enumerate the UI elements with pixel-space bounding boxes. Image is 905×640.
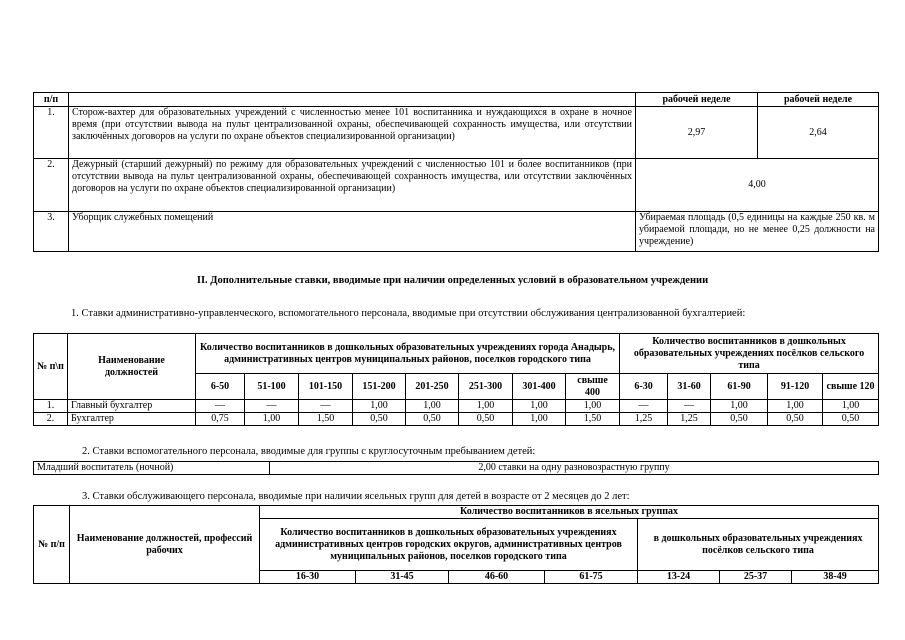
cell-value: 1,00 [513, 413, 566, 426]
col-header-range: 201-250 [406, 374, 459, 400]
row-number: 1. [34, 107, 69, 159]
col-header-range: 51-100 [245, 374, 299, 400]
row-merged-value: 4,00 [636, 159, 879, 212]
col-group-urban: Количество воспитанников в дошкольных образовательных учреждениях административных центров городских округов, административных центров муниципальных районов, поселков городского типа [260, 519, 638, 571]
col-header-empty [69, 93, 636, 107]
nursery-staff-table [33, 505, 879, 584]
cell-value: 1,00 [245, 413, 299, 426]
col-header-range: 251-300 [459, 374, 513, 400]
cell-value: — [196, 400, 245, 413]
col-header-range: свыше 120 [823, 374, 879, 400]
night-staff-table [33, 461, 879, 475]
cell-value: 0,50 [459, 413, 513, 426]
col-header-range: 6-50 [196, 374, 245, 400]
col-header-range: 25-37 [720, 571, 792, 584]
row-position-name: Главный бухгалтер [68, 400, 196, 413]
row-number: 2. [34, 159, 69, 212]
position-name: Младший воспитатель (ночной) [34, 462, 270, 475]
col-group-urban: Количество воспитанников в дошкольных образовательных учреждениях города Анадырь, административных центров муниципальных районов, поселков городского типа [196, 334, 620, 374]
section-title: II. Дополнительные ставки, вводимые при наличии определенных условий в образовательном учреждении [196, 275, 709, 286]
cell-value: 0,50 [823, 413, 879, 426]
col-header-range: 61-90 [711, 374, 768, 400]
col-header-range: 13-24 [638, 571, 720, 584]
paragraph-3: 3. Ставки обслуживающего персонала, вводимые при наличии ясельных групп для детей в возрасте от 2 месяцев до 2 лет: [82, 491, 630, 502]
col-header-range: 301-400 [513, 374, 566, 400]
cell-value: — [299, 400, 353, 413]
row-position-name: Бухгалтер [68, 413, 196, 426]
cell-value: 1,00 [513, 400, 566, 413]
row-number: 2. [34, 413, 68, 426]
row-position-name: Сторож-вахтер для образовательных учреждений с численностью менее 101 воспитанника и нуждающихся в охране в ночное время (при отсутствии вывода на пульт централизованной охраны, обеспечивающей сохранность имущества, или отсутствии заключённых договоров на услуги по охране объектов специализированной организации) [69, 107, 636, 159]
cell-value: 1,00 [459, 400, 513, 413]
paragraph-2: 2. Ставки вспомогательного персонала, вводимые для группы с круглосуточным пребыванием детей: [82, 446, 536, 457]
paragraph-1: 1. Ставки административно-управленческого, вспомогательного персонала, вводимые при отсутствии обслуживания централизованной бухгалтерией: [71, 308, 746, 319]
cell-value: 1,00 [823, 400, 879, 413]
col-header-position: Наименование должностей, профессий рабочих [70, 506, 260, 584]
col-header-range: 61-75 [545, 571, 638, 584]
cell-value: 0,75 [196, 413, 245, 426]
accounting-staff-table [33, 333, 879, 426]
col-header-range: 16-30 [260, 571, 356, 584]
col-header-range: свыше 400 [566, 374, 620, 400]
cell-value: — [245, 400, 299, 413]
col-header-number: № п\п [34, 334, 68, 400]
row-position-name: Дежурный (старший дежурный) по режиму для образовательных учреждений с численностью 101 и более воспитанников (при отсутствии вывода на пульт централизованной охраны, обеспечивающей сохранность имущества, или отсутствии заключённых договоров на услуги по охране объектов специализированной организации) [69, 159, 636, 212]
row-position-name: Уборщик служебных помещений [69, 212, 636, 252]
cell-value: — [668, 400, 711, 413]
col-header-week-1: рабочей неделе [636, 93, 758, 107]
row-number: 1. [34, 400, 68, 413]
cell-value: 1,25 [668, 413, 711, 426]
cell-value: 1,00 [353, 400, 406, 413]
row-note: Убираемая площадь (0,5 единицы на каждые 250 кв. м убираемой площади, но не менее 0,25 должности на учреждение) [636, 212, 879, 252]
position-rate: 2,00 ставки на одну разновозрастную группу [270, 462, 879, 475]
col-header-range: 38-49 [792, 571, 879, 584]
staff-rates-table-continued [33, 92, 879, 252]
cell-value: 1,00 [768, 400, 823, 413]
col-header-range: 31-60 [668, 374, 711, 400]
cell-value: 0,50 [353, 413, 406, 426]
col-header-range: 31-45 [356, 571, 449, 584]
cell-value: 1,00 [711, 400, 768, 413]
col-header-range: 6-30 [620, 374, 668, 400]
col-group-rural: в дошкольных образовательных учреждениях посёлков сельского типа [638, 519, 879, 571]
cell-value: 0,50 [711, 413, 768, 426]
col-header-range: 46-60 [449, 571, 545, 584]
cell-value: 0,50 [406, 413, 459, 426]
row-number: 3. [34, 212, 69, 252]
col-header-number: № п/п [34, 506, 70, 584]
col-header-range: 101-150 [299, 374, 353, 400]
col-header-position: Наименование должностей [68, 334, 196, 400]
cell-value: 0,50 [768, 413, 823, 426]
row-value: 2,64 [758, 107, 879, 159]
cell-value: — [620, 400, 668, 413]
col-header-nursery-groups: Количество воспитанников в ясельных группах [260, 506, 879, 519]
cell-value: 1,00 [406, 400, 459, 413]
cell-value: 1,00 [566, 400, 620, 413]
row-value: 2,97 [636, 107, 758, 159]
cell-value: 1,50 [299, 413, 353, 426]
col-header-range: 151-200 [353, 374, 406, 400]
cell-value: 1,25 [620, 413, 668, 426]
cell-value: 1,50 [566, 413, 620, 426]
col-header-number: п/п [34, 93, 69, 107]
col-header-week-2: рабочей неделе [758, 93, 879, 107]
col-header-range: 91-120 [768, 374, 823, 400]
col-group-rural: Количество воспитанников в дошкольных образовательных учреждениях посёлков сельского типа [620, 334, 879, 374]
